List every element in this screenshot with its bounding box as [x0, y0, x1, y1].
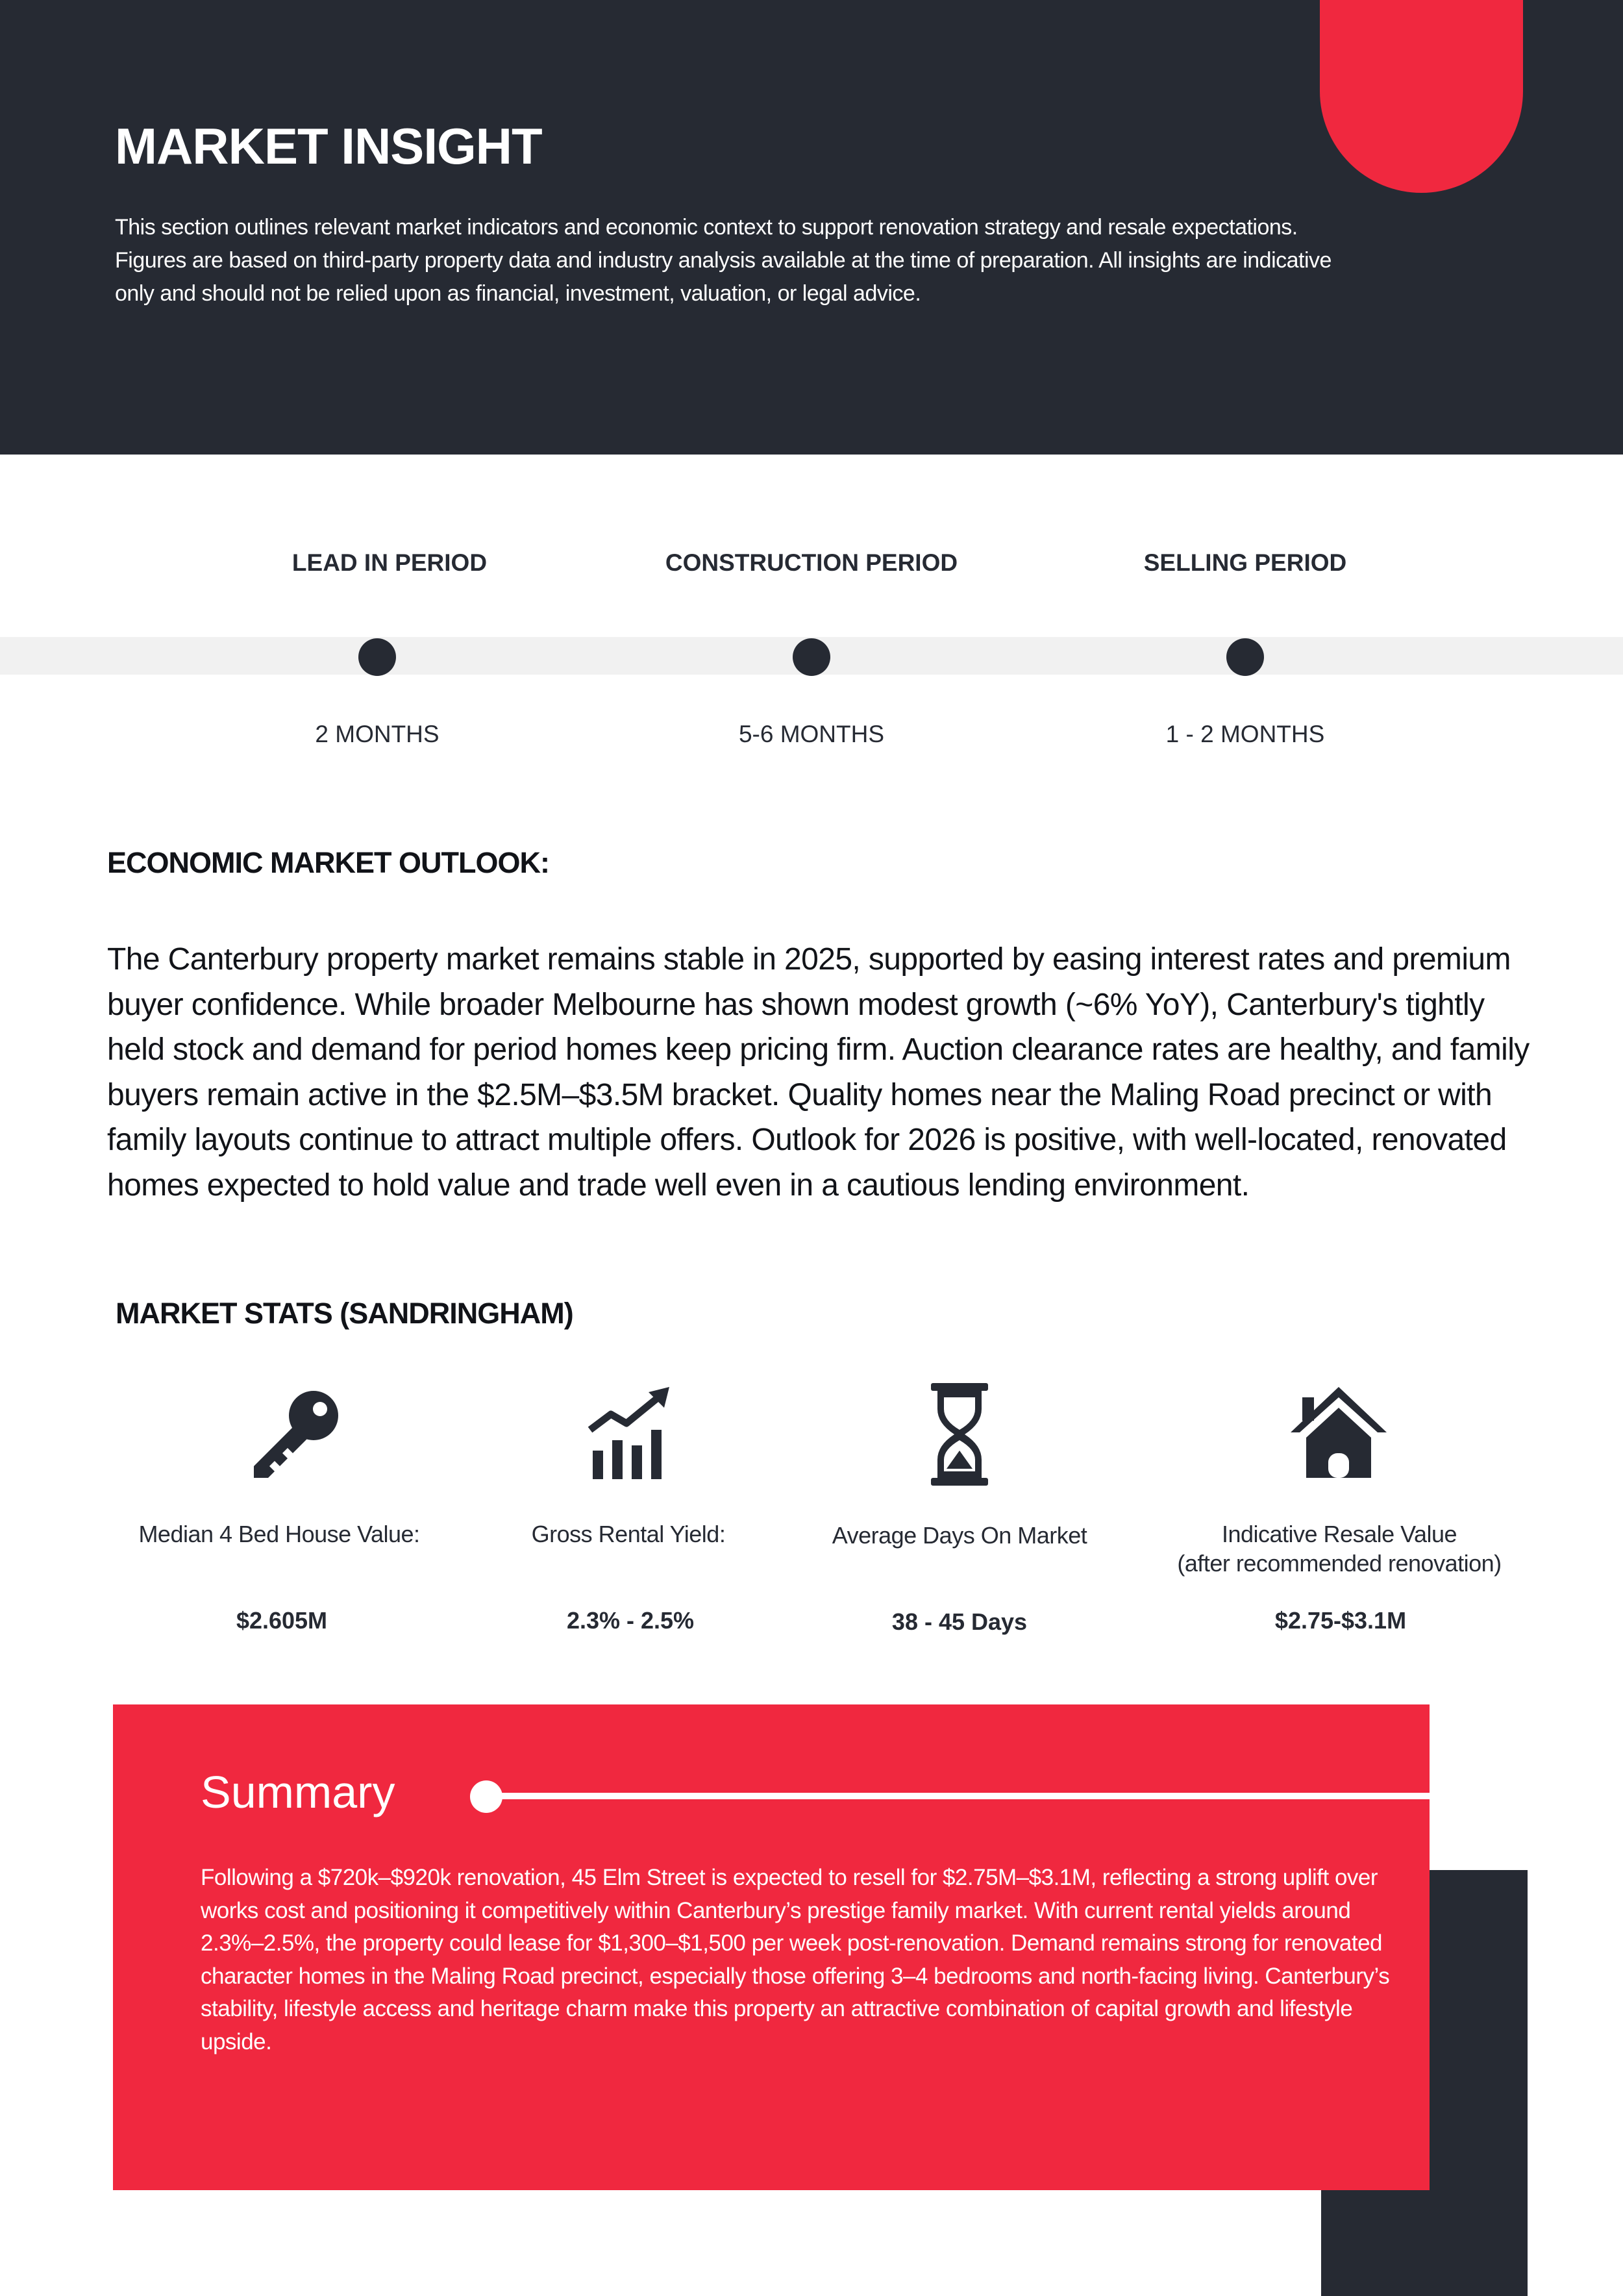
summary-divider-line — [496, 1793, 1430, 1799]
stats-heading: MARKET STATS (SANDRINGHAM) — [116, 1297, 573, 1330]
summary-divider-dot — [470, 1780, 502, 1813]
summary-title: Summary — [201, 1767, 395, 1817]
outlook-heading: ECONOMIC MARKET OUTLOOK: — [107, 846, 549, 879]
period-label-construction: CONSTRUCTION PERIOD — [665, 549, 958, 576]
stat-value-resale-value: $2.75-$3.1M — [1274, 1607, 1407, 1634]
period-label-lead-in: LEAD IN PERIOD — [291, 549, 488, 576]
house-icon — [1287, 1383, 1391, 1487]
hourglass-icon — [908, 1383, 1011, 1487]
summary-text: Following a $720k–$920k renovation, 45 Elm Street is expected to resell for $2.75M–$3.1M, reflecting a strong uplift over works cost and positioning it competitively within Canterbury’s prestige family market. With current rental yields around 2.3%–2.5%, the property could lease for $1,300–$1,500 per week post-renovation. Demand remains strong for renovated character homes in the Maling Road precinct, especially those offering 3–4 bedrooms and north-facing living. Canterbury’s stability, lifestyle access and heritage charm make this property an attractive combination of capital growth and lifestyle upside. — [201, 1865, 1390, 2054]
intro-text: This section outlines relevant market indicators and economic context to support renovation strategy and resale expectations. Figures are based on third-party property data and industry analysis available at the time of preparation. All insights are indicative only and should not be relied upon as financial, investment, valuation, or legal advice. — [115, 215, 1332, 306]
page-title: MARKET INSIGHT — [115, 118, 542, 175]
header-band — [0, 0, 1623, 455]
stat-label-median-value: Median 4 Bed House Value: — [138, 1521, 420, 1547]
growth-chart-icon — [578, 1383, 682, 1487]
period-label-selling: SELLING PERIOD — [1143, 549, 1347, 576]
decorative-red-pill — [1320, 0, 1523, 193]
summary-card — [113, 1704, 1430, 2190]
key-icon — [242, 1383, 346, 1487]
stat-value-days-on-market: 38 - 45 Days — [891, 1608, 1028, 1635]
timeline-marker-selling — [1226, 638, 1264, 676]
stat-label-rental-yield: Gross Rental Yield: — [531, 1521, 726, 1547]
stat-label-resale-value: Indicative Resale Value — [1221, 1521, 1457, 1547]
timeline-marker-construction — [793, 638, 830, 676]
period-value-lead-in: 2 MONTHS — [315, 721, 440, 747]
period-value-selling: 1 - 2 MONTHS — [1165, 721, 1325, 747]
stat-value-median-value: $2.605M — [236, 1607, 328, 1634]
stat-value-rental-yield: 2.3% - 2.5% — [566, 1607, 695, 1634]
timeline-marker-lead-in — [358, 638, 396, 676]
stat-label-days-on-market: Average Days On Market — [832, 1522, 1087, 1549]
period-value-construction: 5-6 MONTHS — [738, 721, 885, 747]
stat-sublabel-resale-value: (after recommended renovation) — [1177, 1550, 1502, 1577]
outlook-text: The Canterbury property market remains stable in 2025, supported by easing interest rates and premium buyer confidence. While broader Melbourne has shown modest growth (~6% YoY), Canterbury's tightly held stock and demand for period homes keep pricing firm. Auction clearance rates are healthy, and family buyers remain active in the $2.5M–$3.5M bracket. Quality homes near the Maling Road precinct or with family layouts continue to attract multiple offers. Outlook for 2026 is positive, with well-located, renovated homes expected to hold value and trade well even in a cautious lending environment. — [107, 942, 1530, 1203]
